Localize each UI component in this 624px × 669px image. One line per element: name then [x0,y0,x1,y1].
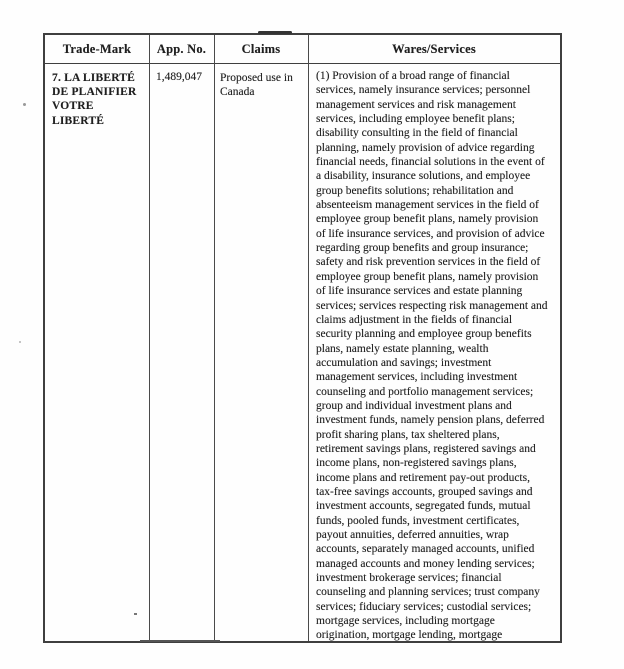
column-divider-2 [214,35,215,641]
wares-services-line: services; fiduciary services; custodial services; [316,600,532,613]
column-divider-1 [149,35,150,641]
wares-services-line: safety and risk prevention services in the field of [316,256,541,269]
wares-services-line: investment brokerage services; financial [316,572,502,585]
wares-services-line: (1) Provision of a broad range of financial [316,70,510,82]
trade-mark-line: 7. LA LIBERTÉ [52,72,136,84]
wares-services-line: accounts, separately managed accounts, unified [316,543,535,556]
wares-services-line: accumulation and savings; investment [316,356,492,369]
wares-services-line: managed accounts and money lending services; [316,557,535,570]
wares-services-line: income plans, non-registered savings plans, [316,457,517,470]
wares-services-line: regarding group benefits and group insurance; [316,242,529,255]
wares-services-line: investment funds, namely pension plans, deferred [316,414,545,427]
claims-cell: Proposed use in Canada [220,72,293,99]
wares-services-line: group and individual investment plans and [316,399,512,412]
header-divider-line [45,63,560,64]
wares-services-line: profit sharing plans, tax sheltered plans, [316,428,500,441]
wares-services-line: retirement savings plans, registered savings and [316,442,536,455]
scan-speck [23,103,26,106]
trade-mark-line: LIBERTÉ [52,114,105,127]
wares-services-line: counseling and planning services; trust company [316,586,540,599]
wares-services-line: counseling and portfolio management services; [316,385,534,398]
scan-speck [19,341,21,343]
column-divider-3 [308,35,309,641]
column-header-claims: Claims [241,42,281,56]
wares-services-line: management services and risk management [316,98,516,111]
wares-services-line: financial needs, financial solutions in the event of [316,156,545,169]
trade-mark-cell [52,71,147,128]
wares-services-line: plans, namely estate planning, wealth [316,342,489,355]
wares-services-line: funds, pooled funds, investment certificates, [316,514,520,527]
column-header-app-no: App. No. [156,42,207,56]
wares-services-line: employee group benefit plans, namely provision [316,213,539,226]
trademark-table [43,33,562,643]
wares-services-line: services, including employee benefit plans; [316,113,515,126]
wares-services-line: group benefits solutions; rehabilitation and [316,184,514,197]
wares-services-line: claims adjustment in the fields of financial [316,313,513,326]
wares-services-line: security planning and employee group benefits [316,328,532,341]
wares-services-line: services; services respecting risk management and [316,299,548,312]
wares-services-cell [316,69,564,643]
wares-services-line: tax-free savings accounts, grouped savings and [316,485,533,498]
wares-services-line: investment accounts, segregated funds, mutual [316,500,531,513]
app-no-cell: 1,489,047 [156,71,202,83]
wares-services-line: absenteeism management services in the field of [316,199,539,212]
wares-services-line: of life insurance services and estate planning [316,285,523,298]
wares-services-line: mortgage services, including mortgage [316,615,495,628]
wares-services-line: disability consulting in the field of financial [316,127,518,140]
wares-services-line: of life insurance services, and provision of advice [316,227,545,240]
wares-services-line: income plans and retirement pay-out products, [316,471,530,484]
wares-services-line: services, namely insurance services; personnel [316,84,531,97]
trade-mark-line: DE PLANIFIER [52,86,137,99]
column-header-trade-mark: Trade-Mark [62,42,132,56]
wares-services-line: payout annuities, deferred annuities, wrap [316,529,509,541]
wares-services-line: management services, including investment [316,371,518,384]
wares-services-line: planning, namely provision of advice regarding [316,141,535,154]
column-header-wares-services: Wares/Services [392,42,476,56]
wares-services-line: employee group benefit plans, namely provision [316,270,539,283]
trade-mark-line: VOTRE [52,100,94,113]
wares-services-line: a disability, insurance solutions, and employee [316,170,531,183]
wares-services-line: origination, mortgage lending, mortgage [316,629,503,642]
